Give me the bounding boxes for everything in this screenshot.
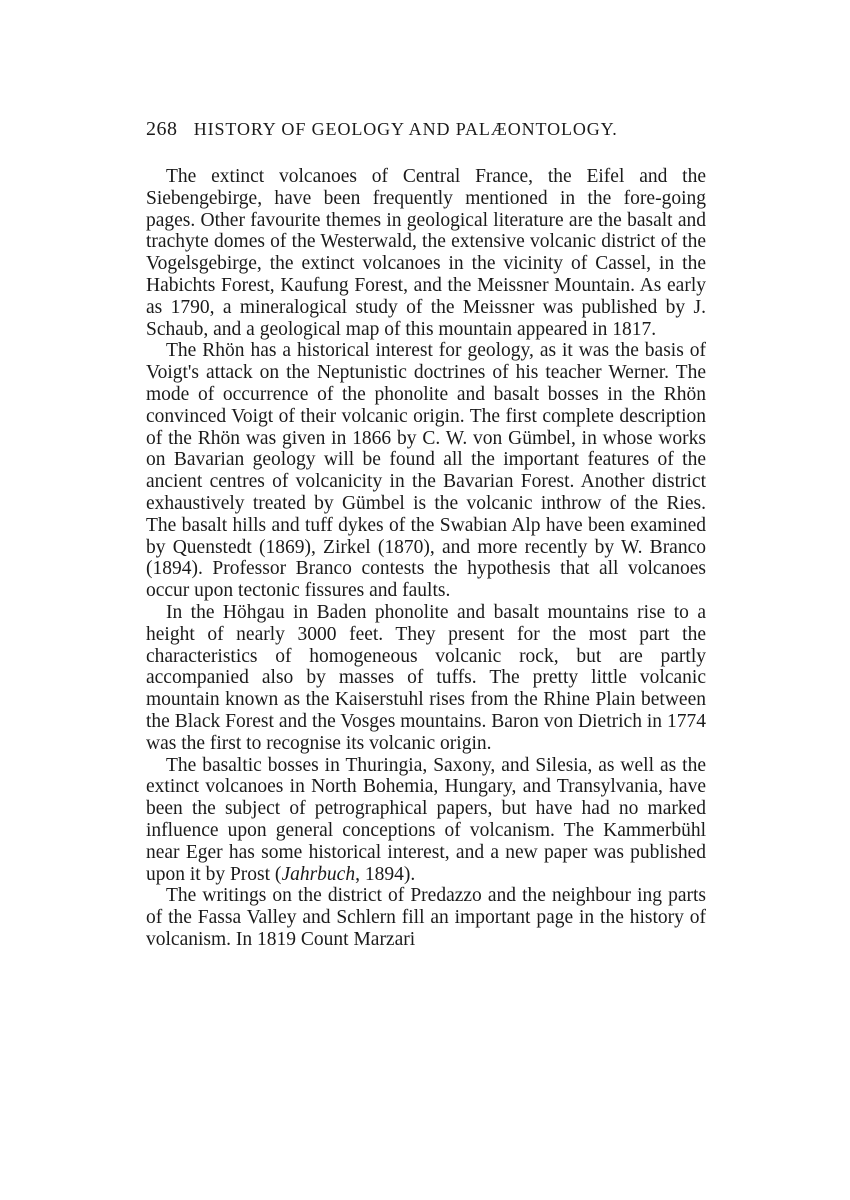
paragraph-1: The extinct volcanoes of Central France, the Eifel and the Siebengebirge, have been frequently mentioned in the fore-going pages. Other favourite themes in geological literature are the basalt and trachyte domes of the Westerwald, the extensive volcanic district of the Vogelsgebirge, the extinct volcanoes in the vicinity of Cassel, in the Habichts Forest, Kaufung Forest, and the Meissner Mountain. As early as 1790, a mineralogical study of the Meissner was published by J. Schaub, and a geological map of this mountain appeared in 1817. (146, 166, 706, 340)
paragraph-4-text-end: , 1894). (355, 863, 416, 885)
paragraph-4-text: The basaltic bosses in Thuringia, Saxony, and Silesia, as well as the extinct volcanoes in North Bohemia, Hungary, and Transylvania, have been the subject of petrographical papers, but have had no marked influence upon general conceptions of volcanism. The Kammerbühl near Eger has some historical interest, and a new paper was published upon it by Prost ( (146, 754, 706, 885)
journal-title: Jahrbuch (281, 863, 356, 885)
running-title: HISTORY OF GEOLOGY AND PALÆONTOLOGY. (193, 119, 618, 139)
running-head-space (183, 119, 188, 139)
paragraph-3: In the Höhgau in Baden phonolite and basalt mountains rise to a height of nearly 3000 feet. They present for the most part the characteristics of homogeneous volcanic rock, but are partly accompanied also by masses of tuffs. The pretty little volcanic mountain known as the Kaiserstuhl rises from the Rhine Plain between the Black Forest and the Vosges mountains. Baron von Dietrich in 1774 was the first to recognise its volcanic origin. (146, 601, 706, 754)
body-text (146, 166, 706, 951)
running-head (146, 116, 706, 142)
paragraph-2: The Rhön has a historical interest for geology, as it was the basis of Voigt's attack on the Neptunistic doctrines of his teacher Werner. The mode of occurrence of the phonolite and basalt bosses in the Rhön convinced Voigt of their volcanic origin. The first complete description of the Rhön was given in 1866 by C. W. von Gümbel, in whose works on Bavarian geology will be found all the important features of the ancient centres of volcanicity in the Bavarian Forest. Another district exhaustively treated by Gümbel is the volcanic inthrow of the Ries. The basalt hills and tuff dykes of the Swabian Alp have been examined by Quenstedt (1869), Zirkel (1870), and more recently by W. Branco (1894). Professor Branco contests the hypothesis that all volcanoes occur upon tectonic fissures and faults. (146, 340, 706, 602)
paragraph-5: The writings on the district of Predazzo and the neighbour ing parts of the Fassa Valley and Schlern fill an important page in the history of volcanism. In 1819 Count Marzari (146, 885, 706, 950)
paragraph-4 (146, 755, 706, 886)
page-number: 268 (146, 118, 178, 140)
